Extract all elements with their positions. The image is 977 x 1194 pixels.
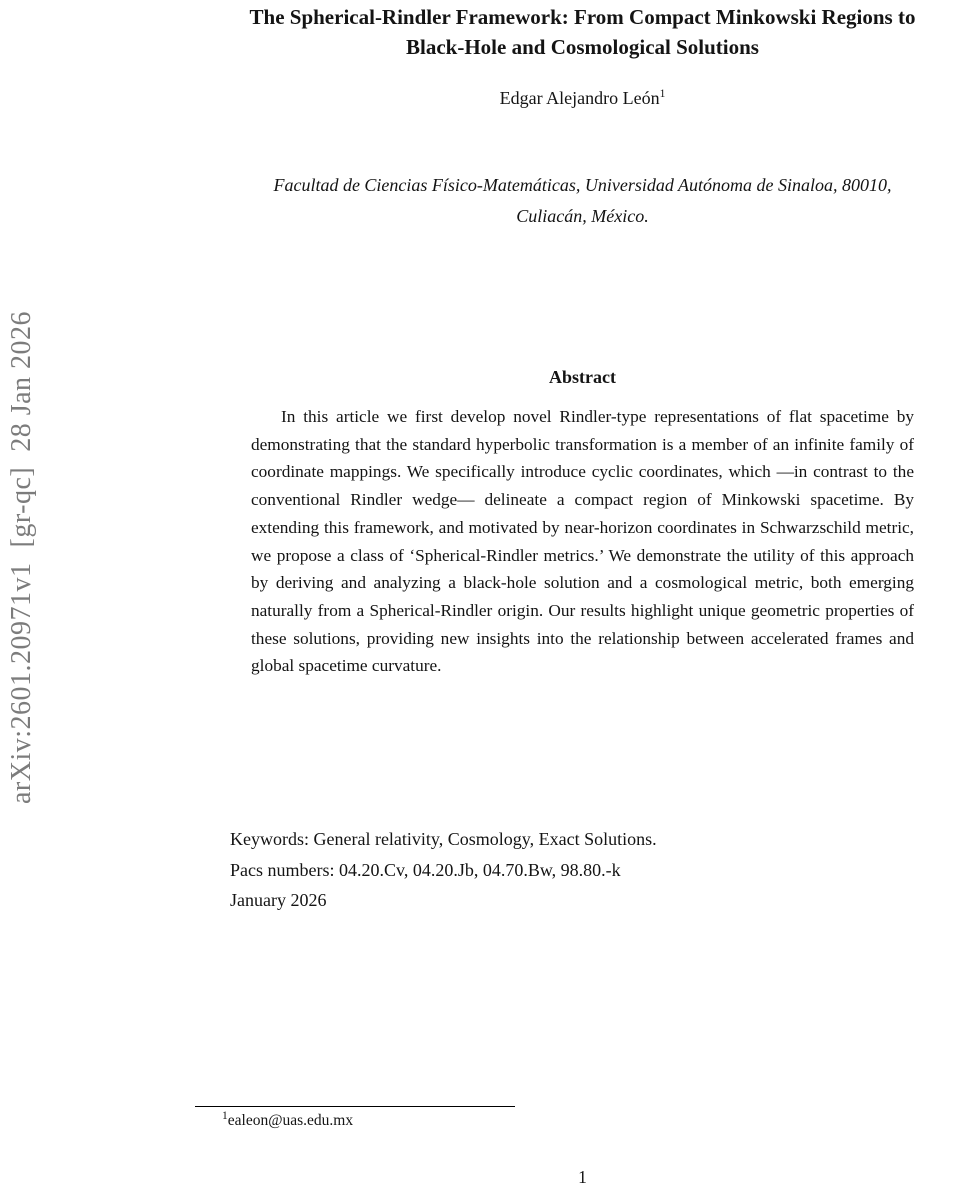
- author-line: [225, 88, 940, 109]
- date-line: January 2026: [230, 890, 327, 910]
- arxiv-stamp: arXiv:2601.20971v1 [gr-qc] 28 Jan 2026: [6, 310, 37, 804]
- footnote-marker: 1: [222, 1109, 228, 1122]
- keywords-line: Keywords: General relativity, Cosmology, Exact Solutions.: [230, 829, 657, 849]
- paper-content: [225, 0, 940, 1194]
- footnote-rule: [195, 1106, 515, 1107]
- pacs-line: Pacs numbers: 04.20.Cv, 04.20.Jb, 04.70.Bw, 98.80.-k: [230, 859, 621, 880]
- author-name: Edgar Alejandro León: [499, 88, 660, 108]
- footnote: [222, 1109, 354, 1130]
- abstract-heading: Abstract: [549, 367, 616, 387]
- meta-block: [230, 824, 657, 916]
- author-footnote-marker: 1: [659, 88, 666, 100]
- paper-title: The Spherical-Rindler Framework: From Compact Minkowski Regions to Black-Hole and Cosmological Solutions: [249, 5, 916, 59]
- affiliation: Facultad de Ciencias Físico-Matemáticas, Universidad Autónoma de Sinaloa, 80010, Culiacán, México.: [273, 175, 892, 226]
- abstract-text: In this article we first develop novel Rindler-type representations of flat spacetime by demonstrating that the standard hyperbolic transformation is a member of an infinite family of coordinate mappings. We specifically introduce cyclic coordinates, which —in contrast to the conventional Rindler wedge— delineate a compact region of Minkowski spacetime. By extending this framework, and motivated by near-horizon coordinates in Schwarzschild metric, we propose a class of ‘Spherical-Rindler metrics.’ We demonstrate the utility of this approach by deriving and analyzing a black-hole solution and a cosmological metric, both emerging naturally from a Spherical-Rindler origin. Our results highlight unique geometric properties of these solutions, providing new insights into the relationship between accelerated frames and global spacetime curvature.: [251, 407, 914, 676]
- footnote-text: ealeon@uas.edu.mx: [227, 1112, 354, 1129]
- page-number: 1: [578, 1167, 587, 1187]
